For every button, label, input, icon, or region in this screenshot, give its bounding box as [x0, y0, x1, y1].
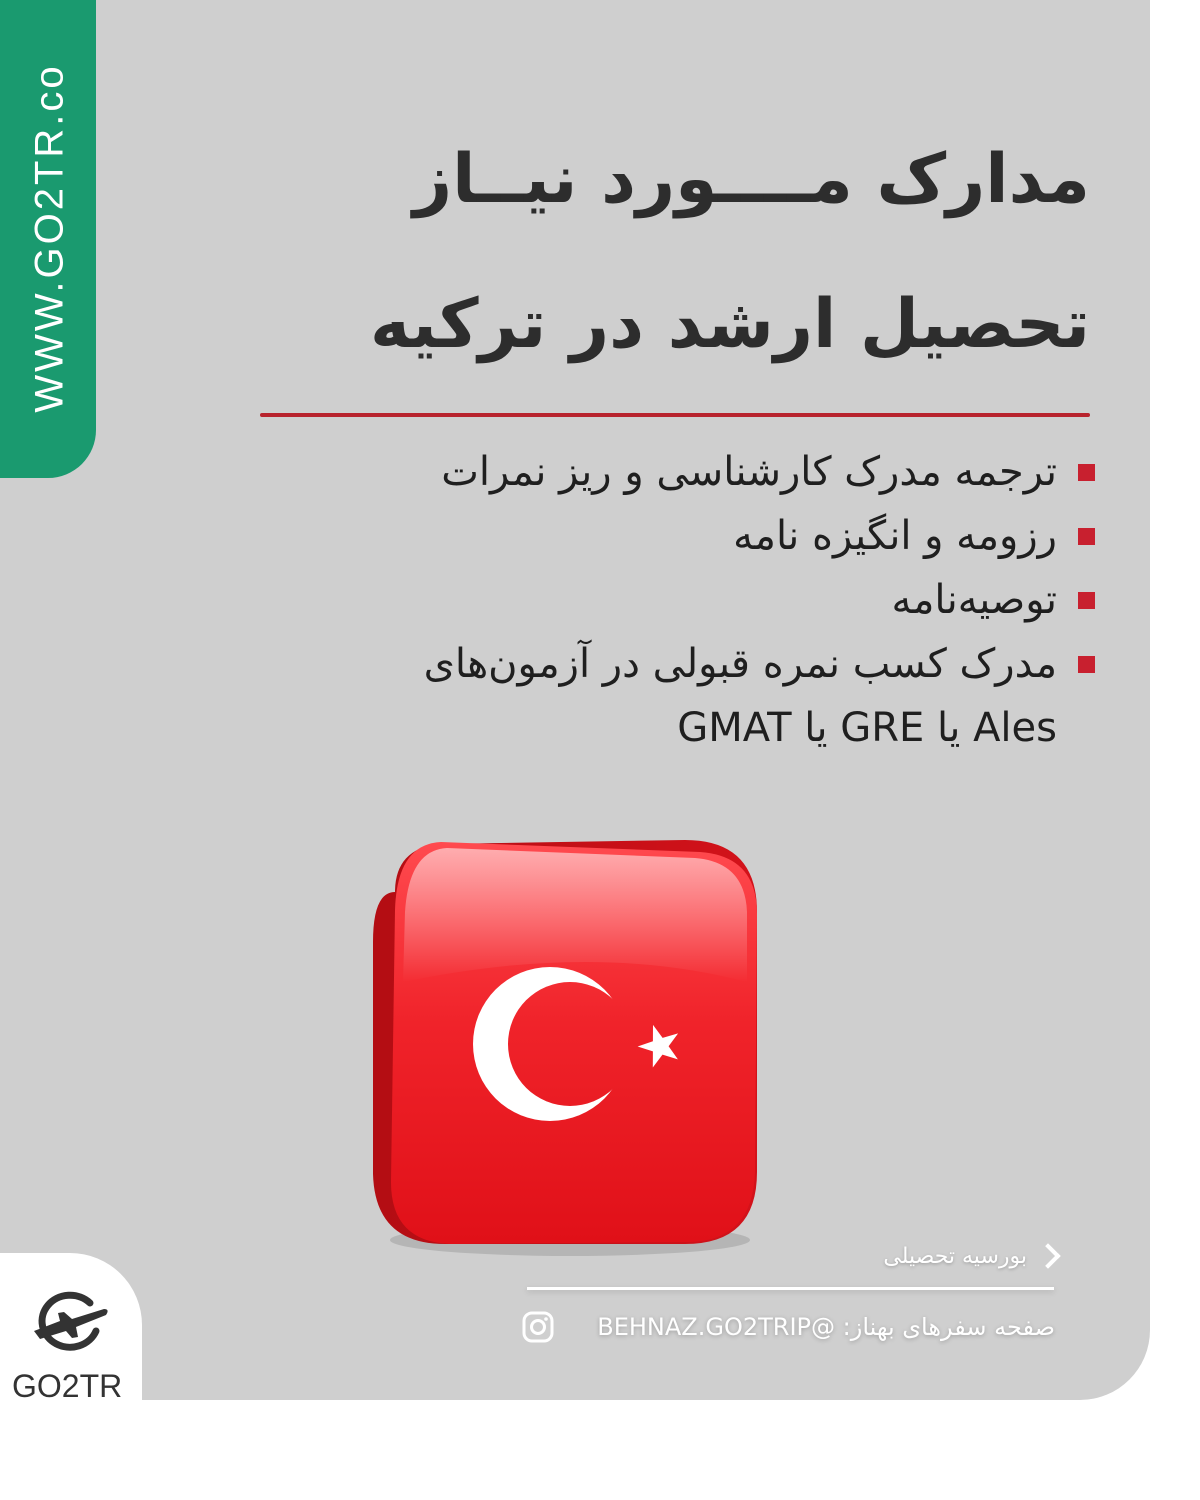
airplane-logo-icon: [30, 1291, 110, 1355]
requirements-list: [335, 440, 1095, 760]
list-item: [335, 568, 1095, 632]
scholarship-link[interactable]: [855, 1236, 1065, 1276]
requirement-text: ترجمه مدرک کارشناسی و ریز نمرات: [441, 449, 1057, 495]
scholarship-link-label: بورسیه تحصیلی: [883, 1243, 1027, 1269]
turkey-flag-icon: [355, 832, 775, 1262]
chevron-left-icon: [1035, 1243, 1060, 1268]
footer-divider: [527, 1287, 1054, 1290]
page-title-line-2: تحصیل ارشد در ترکیه: [369, 285, 1090, 364]
list-item: [335, 632, 1095, 760]
list-item: [335, 504, 1095, 568]
requirement-text: توصیه‌نامه: [891, 577, 1057, 623]
instagram-link[interactable]: [520, 1306, 1055, 1348]
bullet-square-icon: [1078, 656, 1095, 673]
page-title-line-1: مدارک مــــورد نیــاز: [412, 140, 1090, 219]
title-divider: [260, 413, 1090, 417]
bullet-square-icon: [1078, 464, 1095, 481]
instagram-icon: [522, 1311, 554, 1343]
brand-name: GO2TR: [12, 1368, 123, 1404]
side-url-tab: [0, 0, 96, 478]
requirement-text: رزومه و انگیزه نامه: [733, 513, 1057, 559]
side-url-text: WWW.GO2TR.co: [27, 63, 72, 413]
list-item: [335, 440, 1095, 504]
bullet-square-icon: [1078, 592, 1095, 609]
bullet-square-icon: [1078, 528, 1095, 545]
instagram-handle-text: صفحه سفرهای بهناز: @BEHNAZ.GO2TRIP: [597, 1313, 1055, 1341]
requirement-text: مدرک کسب نمره قبولی در آزمون‌های Ales یا GRE یا GMAT: [423, 641, 1057, 751]
